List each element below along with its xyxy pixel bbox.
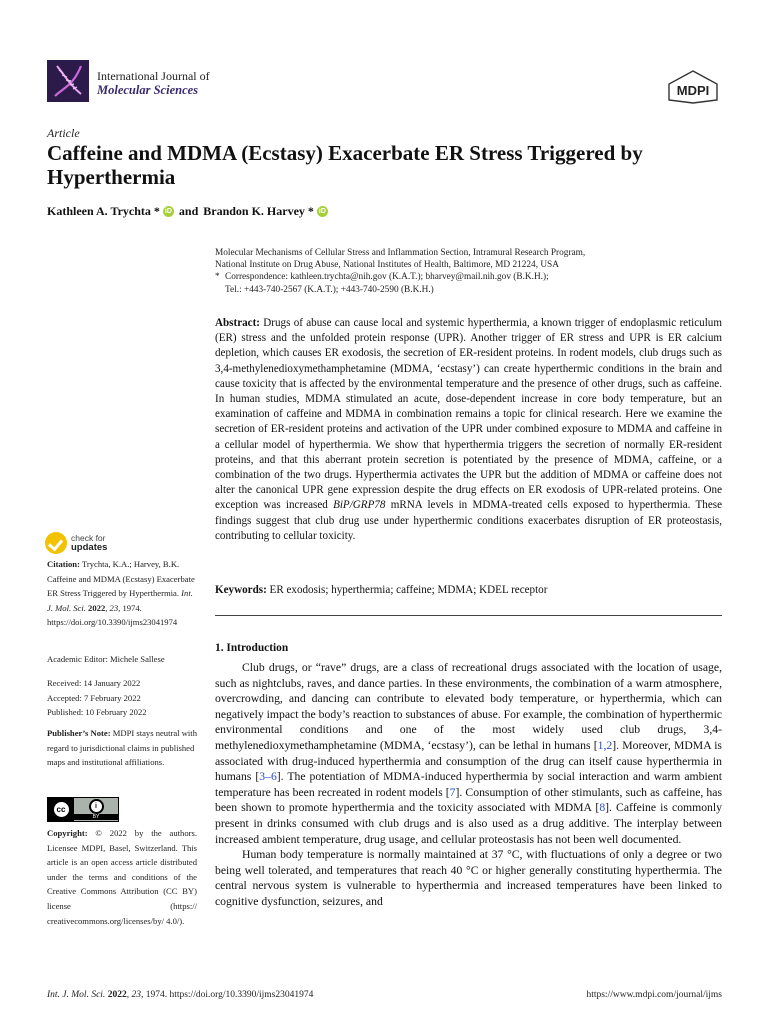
academic-editor: Academic Editor: Michele Sallese: [47, 654, 165, 664]
paragraph-text: Club drugs, or “rave” drugs, are a class of recreational drugs associated with the location of usage, such as nightclubs, raves, and dance parties. In these environments, the combination of a warm atmosphere, overcrowding, and dancing can contribute to elevated body temperature, or hyperthermia, which can negatively impact the body’s reaction to substances of abuse. For example, the combination of hyperthermic environmental conditions and one of the most widely used club drugs, 3,4-methylenedioxymethamphetamine (MDMA, ‘ecstasy’), can be lethal in humans [: [215, 661, 722, 752]
copyright-block: [47, 826, 197, 928]
paragraph: Human body temperature is normally maintained at 37 °C, with fluctuations of only a degree or two being well tolerated, and temperatures that reach 40 °C or higher generally constituting hyperthermia. The central nervous system is vulnerable to hyperthermia and increased temperatures have been linked to cognitive dysfunction, seizures, and: [215, 848, 722, 908]
check-label: check for: [71, 533, 106, 543]
abstract-label: Abstract:: [215, 317, 260, 329]
citation-link[interactable]: 3–6: [259, 770, 277, 784]
publisher-note: [47, 726, 197, 770]
check-for-updates-button[interactable]: [45, 532, 107, 554]
citation-label: Citation:: [47, 559, 80, 569]
cc-by-label: BY: [74, 814, 118, 820]
accepted-date: Accepted: 7 February 2022: [47, 692, 141, 703]
footer-text: ,: [126, 990, 132, 1000]
received-date: Received: 14 January 2022: [47, 678, 141, 688]
journal-name: International Journal of: [97, 69, 210, 83]
paragraph: [215, 660, 722, 847]
abstract-text: Drugs of abuse can cause local and systemic hyperthermia, a known trigger of endoplasmic reticulum (ER) stress and the unfolded protein response (UPR). Another trigger of ER stress and UPR is ER calcium depletion, which causes ER exodosis, the secretion of ER-resident proteins. In rodent models, club drugs such as 3,4-methylenedioxymethamphetamine (MDMA, ‘ecstasy’) can create hyperthermic conditions in the brain and cause toxicity that is affected by the environmental temperature and the presence of other drugs, such as caffeine. In human studies, MDMA stimulated an acute, dose-dependent increase in core body temperature, but an examination of caffeine and MDMA in combination remains a topic for clinical research. Here we examine the secretion of ER-resident proteins and activation of the UPR under combined exposure to MDMA and caffeine in a cellular model of hyperthermia. We show that hyperthermia triggers the secretion of normally ER-resident proteins, and that this aberrant protein secretion is potentiated by the presence of MDMA, caffeine, or a combination of the two drugs. Hyperthermia activates the UPR but the addition of MDMA or caffeine does not alter the canonical UPR gene expression despite the drug effects on ER exodosis of UPR-related proteins. One exception was increased: [215, 317, 722, 512]
footer-journal: Int. J. Mol. Sci.: [47, 990, 106, 1000]
footer-doi-link[interactable]: , 1974. https://doi.org/10.3390/ijms23041974: [140, 990, 314, 1000]
journal-subtitle: Molecular Sciences: [97, 83, 199, 97]
citation-link[interactable]: 8: [599, 801, 606, 815]
author-name[interactable]: Brandon K. Harvey *: [203, 204, 314, 218]
copyright-label: Copyright:: [47, 828, 88, 838]
footer-citation: [47, 990, 313, 1000]
journal-logo-icon: [47, 60, 89, 102]
correspondence: [215, 271, 725, 283]
section-divider: [215, 615, 722, 616]
affiliation-line: National Institute on Drug Abuse, National Institutes of Health, Baltimore, MD 21224, USA: [215, 260, 559, 271]
article-type: Article: [47, 126, 80, 140]
citation-doi-link[interactable]: , 1974. https://doi.org/10.3390/ijms23041974: [47, 602, 178, 628]
publisher-note-text: MDPI stays neutral with regard to jurisdictional claims in published maps and institutional affiliations.: [47, 728, 197, 768]
section-heading: 1. Introduction: [215, 642, 289, 654]
attribution-icon: i: [89, 799, 104, 814]
footer-journal-url[interactable]: https://www.mdpi.com/journal/ijms: [586, 990, 722, 1000]
published-date: Published: 10 February 2022: [47, 707, 147, 718]
keywords-text: ER exodosis; hyperthermia; caffeine; MDMA; KDEL receptor: [266, 584, 548, 596]
publisher-note-label: Publisher’s Note:: [47, 728, 111, 738]
copyright-text: © 2022 by the authors. Licensee MDPI, Basel, Switzerland. This article is an open access article distributed under the terms and conditions of the Creative Commons Attribution (CC BY) license (https:// creativecommons.org/licenses/by/ 4.0/).: [47, 828, 197, 926]
paragraph-text: ]. The potentiation of MDMA-induced hyperthermia by social interaction and warm ambient temperature has been recreated in rodent models [: [215, 770, 722, 799]
citation-year: 2022: [85, 602, 106, 613]
author-name[interactable]: Kathleen A. Trychta *: [47, 204, 160, 218]
paragraph-text: ]. Consumption of other stimulants, such as caffeine, has been shown to promote hyperthermia and the toxicity associated with MDMA [: [215, 785, 722, 815]
citation-volume: 23: [109, 602, 119, 613]
intro-body: [215, 660, 722, 910]
citation-link[interactable]: 1,2: [597, 738, 613, 752]
keywords-label: Keywords:: [215, 584, 267, 596]
citation-text: Trychta, K.A.; Harvey, B.K. Caffeine and MDMA (Ecstasy) Exacerbate ER Stress Triggered by Hyperthermia.: [47, 559, 195, 599]
citation-text: ,: [105, 602, 110, 613]
footer-year: 2022: [105, 990, 127, 1000]
keywords: [215, 583, 722, 598]
citation-block: [47, 557, 197, 630]
abstract: [215, 316, 722, 544]
correspondence-star: *: [215, 272, 220, 283]
orcid-icon[interactable]: iD: [164, 208, 172, 215]
paragraph-text: ]. Caffeine is commonly present in drinks consumed with club drugs and is also used as a drug additive. The interplay between increased ambient temperature, drug usage, and cellular proteostasis has not been well documented.: [215, 801, 722, 846]
page-title: Caffeine and MDMA (Ecstasy) Exacerbate ER Stress Triggered by Hyperthermia: [47, 141, 643, 189]
author-list: [47, 204, 328, 219]
cc-by-license-badge[interactable]: [47, 797, 119, 822]
paragraph-text: ]. Moreover, MDMA is associated with drug-induced hyperthermia and consumption of the drug can itself cause hyperthermia in humans [: [215, 738, 722, 784]
cc-icon: cc: [52, 800, 71, 819]
mdpi-logo[interactable]: [667, 70, 719, 109]
correspondence-tel: Tel.: +443-740-2567 (K.A.T.); +443-740-2590 (B.K.H.): [225, 284, 434, 295]
check-label-bold: updates: [71, 542, 108, 553]
citation-link[interactable]: 7: [449, 785, 456, 799]
footer-volume: 23: [131, 990, 141, 1000]
abstract-text: mRNA levels in MDMA-treated cells exposed to hyperthermia. These findings suggest that club drug use under hyperthermic conditions exacerbates disruption of ER proteostasis, contributing to cellular toxicity.: [215, 499, 722, 542]
author-connector: and: [178, 204, 199, 218]
affiliation-block: [215, 247, 725, 296]
dates-block: [47, 676, 197, 720]
mdpi-logo-text: MDPI: [676, 83, 710, 98]
orcid-icon[interactable]: iD: [318, 208, 326, 215]
affiliation-line: Molecular Mechanisms of Cellular Stress and Inflammation Section, Intramural Research Program,: [215, 248, 586, 258]
check-icon: [45, 532, 67, 554]
citation-journal: Int. J. Mol. Sci.: [47, 588, 193, 613]
abstract-gene: BiP/GRP78: [333, 499, 386, 512]
correspondence-email[interactable]: Correspondence: kathleen.trychta@nih.gov (K.A.T.); bharvey@mail.nih.gov (B.K.H.);: [225, 272, 549, 283]
